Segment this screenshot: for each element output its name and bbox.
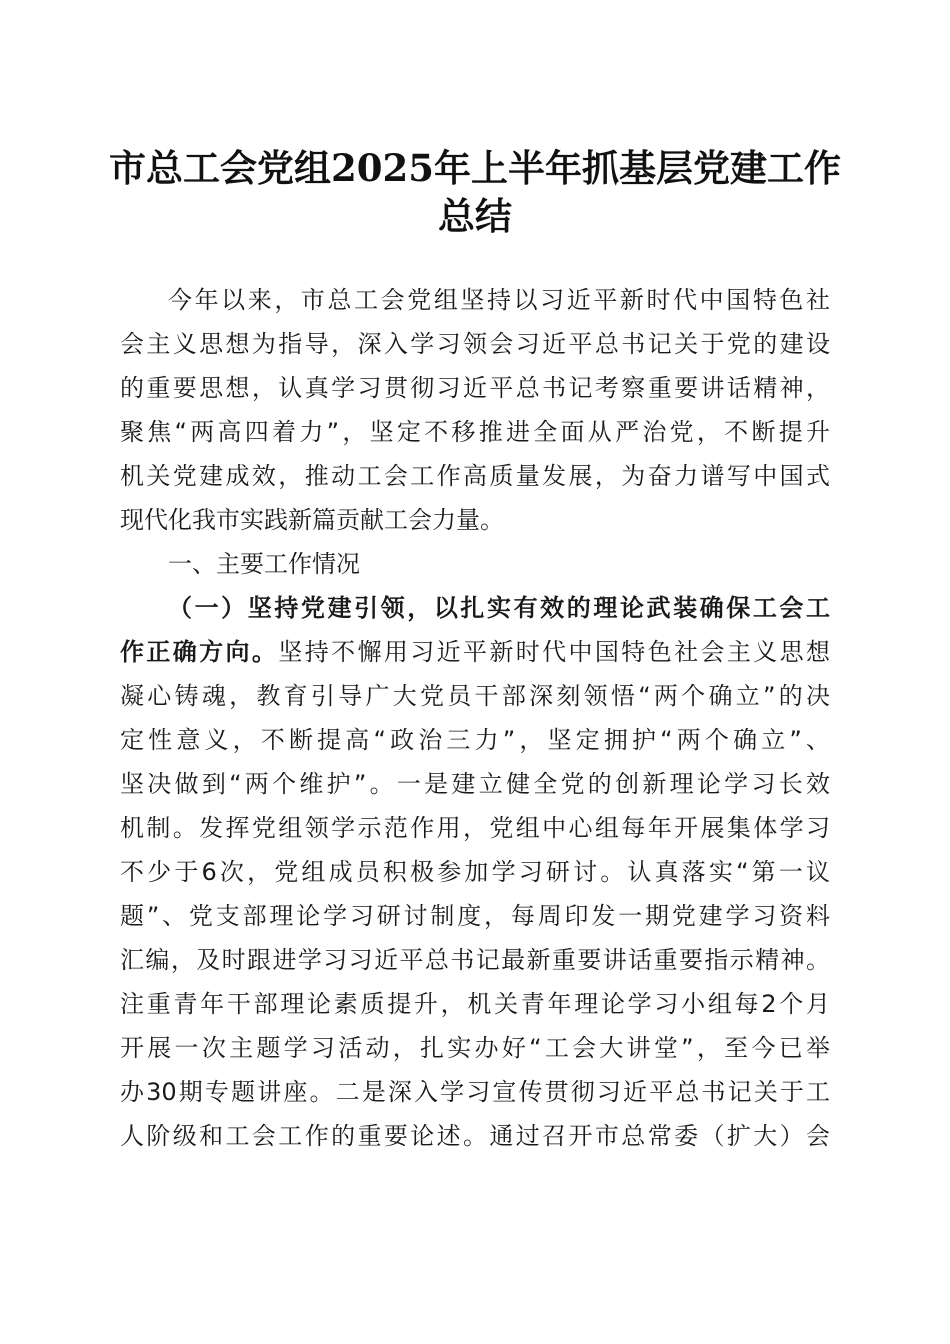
body-line: 汇编，及时跟进学习习近平总书记最新重要讲话重要指示精神。 — [120, 946, 830, 974]
body-line: 坚决做到“两个维护”。一是建立健全党的创新理论学习长效 — [120, 770, 830, 798]
body-line: 题”、党支部理论学习研讨制度，每周印发一期党建学习资料 — [120, 902, 830, 930]
intro-line: 的重要思想，认真学习贯彻习近平总书记考察重要讲话精神， — [120, 374, 830, 402]
subsection-lead-text-end: 作正确方向。 — [120, 638, 279, 666]
document-title-line-2: 总结 — [438, 194, 512, 238]
body-line: 办30期专题讲座。二是深入学习宣传贯彻习近平总书记关于工 — [120, 1078, 830, 1106]
body-line: 开展一次主题学习活动，扎实办好“工会大讲堂”，至今已举 — [120, 1034, 830, 1062]
subsection-line — [120, 630, 830, 674]
subsection-lead-text: （一）坚持党建引领，以扎实有效的理论武装确保工会工 — [168, 594, 830, 622]
body-line: 不少于6次，党组成员积极参加学习研讨。认真落实“第一议 — [120, 858, 830, 886]
section-heading: 一、主要工作情况 — [168, 550, 360, 578]
body-line: 注重青年干部理论素质提升，机关青年理论学习小组每2个月 — [120, 990, 830, 1018]
subsection-body-text: 坚持不懈用习近平新时代中国特色社会主义思想 — [278, 638, 830, 666]
body-line: 凝心铸魂，教育引导广大党员干部深刻领悟“两个确立”的决 — [120, 682, 830, 710]
intro-line: 现代化我市实践新篇贡献工会力量。 — [120, 506, 504, 534]
document-title-line-1: 市总工会党组2025年上半年抓基层党建工作 — [109, 146, 841, 190]
subsection-lead-line — [168, 586, 830, 630]
intro-line: 会主义思想为指导，深入学习领会习近平总书记关于党的建设 — [120, 330, 830, 358]
intro-line: 今年以来，市总工会党组坚持以习近平新时代中国特色社 — [168, 286, 830, 314]
body-line: 机制。发挥党组领学示范作用，党组中心组每年开展集体学习 — [120, 814, 830, 842]
intro-line: 机关党建成效，推动工会工作高质量发展，为奋力谱写中国式 — [120, 462, 830, 490]
body-line: 人阶级和工会工作的重要论述。通过召开市总常委（扩大）会 — [120, 1122, 830, 1150]
intro-line: 聚焦“两高四着力”，坚定不移推进全面从严治党，不断提升 — [120, 418, 830, 446]
body-line: 定性意义，不断提高“政治三力”，坚定拥护“两个确立”、 — [120, 726, 830, 754]
